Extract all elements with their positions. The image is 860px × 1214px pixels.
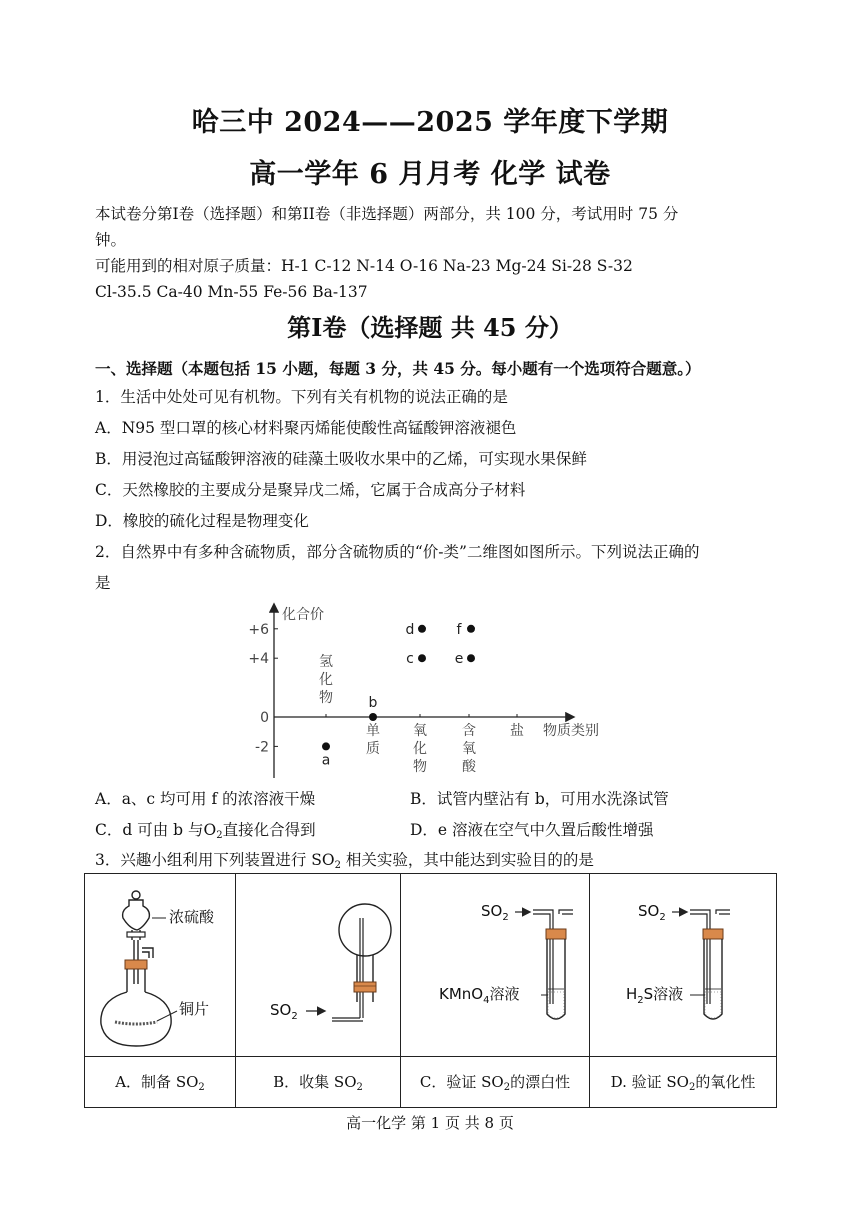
q2-option-b: B．试管内壁沾有 b，可用水洗涤试管 — [410, 790, 669, 808]
y-tick-label: 0 — [260, 710, 269, 726]
category-label-element: 单 — [366, 723, 380, 739]
q2-option-a: A．a、c 均可用 f 的浓溶液干燥 — [95, 790, 316, 808]
data-point-e — [467, 654, 475, 662]
q3-stem: 3．兴趣小组利用下列装置进行 $SO_2$ 相关实验，其中能达到实验目的的是 — [95, 851, 594, 871]
atomic-mass-line-1: 可能用到的相对原子质量：H-1 C-12 N-14 O-16 Na-23 Mg-24 Si-28 S-32 — [95, 257, 633, 275]
data-point-f — [467, 625, 475, 633]
valence-class-chart — [240, 600, 620, 785]
label-kmno4: KMnO$_4$溶液 — [439, 985, 520, 1006]
atomic-mass-line-2: Cl-35.5 Ca-40 Mn-55 Fe-56 Ba-137 — [95, 283, 368, 301]
q1-option-a: A．N95 型口罩的核心材料聚丙烯能使酸性高锰酸钾溶液褪色 — [95, 419, 517, 437]
q2-option-d: D．e 溶液在空气中久置后酸性增强 — [410, 821, 654, 839]
page-footer: 高一化学 第 1 页 共 8 页 — [346, 1114, 514, 1132]
point-label-e: e — [454, 651, 464, 668]
category-label-oxyacid: 含 — [462, 723, 476, 739]
category-label-oxide: 物 — [413, 759, 427, 775]
y-tick-label: +4 — [248, 651, 269, 668]
category-label-hydride: 物 — [319, 690, 333, 706]
data-point-d — [418, 625, 426, 633]
label-so2-c: $SO_2$ — [481, 902, 509, 923]
q2-stem-line-2: 是 — [95, 574, 111, 592]
data-point-b — [369, 713, 377, 721]
q1-option-d: D．橡胶的硫化过程是物理变化 — [95, 512, 309, 530]
label-so2-d: $SO_2$ — [638, 902, 666, 923]
y-axis-label: 化合价 — [282, 607, 324, 623]
point-label-a: a — [321, 752, 331, 769]
category-label-oxide: 氧 — [413, 723, 427, 739]
kmno4-test-tube-figure — [401, 874, 589, 1052]
h2s-test-tube-figure — [590, 874, 776, 1052]
label-copper-sheet: 铜片 — [179, 1000, 210, 1018]
section-instruction: 一、选择题（本题包括 15 小题，每题 3 分，共 45 分。每小题有一个选项符合题意。） — [95, 359, 701, 378]
category-label-salt: 盐 — [510, 723, 524, 739]
intro-line-1: 本试卷分第I卷（选择题）和第II卷（非选择题）两部分，共 100 分，考试用时 75 分 — [95, 205, 679, 223]
exam-title: 哈三中 2024——2025 学年度下学期 — [191, 107, 669, 138]
q3-option-a: A．制备 $SO_2$ — [85, 1057, 236, 1108]
apparatus-table — [84, 873, 777, 1108]
section-title: 第I卷（选择题 共 45 分） — [287, 313, 573, 342]
apparatus-b-cell — [236, 874, 401, 1057]
point-label-f: f — [456, 621, 462, 638]
apparatus-d-cell — [590, 874, 777, 1057]
data-point-c — [418, 654, 426, 662]
q3-option-d: D. 验证 $SO_2$的氧化性 — [590, 1057, 777, 1108]
data-points — [322, 622, 475, 769]
label-conc-sulfuric-acid: 浓硫酸 — [169, 908, 215, 926]
q1-option-b: B．用浸泡过高锰酸钾溶液的硅藻土吸收水果中的乙烯，可实现水果保鲜 — [95, 450, 587, 468]
flask-apparatus-figure — [85, 874, 235, 1052]
category-labels — [319, 654, 524, 775]
y-tick-label: +6 — [248, 621, 269, 638]
q3-option-c: C．验证 $SO_2$的漂白性 — [401, 1057, 590, 1108]
apparatus-a-cell — [85, 874, 236, 1057]
y-tick-label: -2 — [255, 739, 269, 756]
category-label-hydride: 氢 — [319, 654, 333, 670]
q1-stem: 1．生活中处处可见有机物。下列有关有机物的说法正确的是 — [95, 388, 508, 406]
intro-line-2: 钟。 — [95, 231, 127, 249]
apparatus-c-cell — [401, 874, 590, 1057]
q2-option-c: C．d 可由 b 与$O_2$直接化合得到 — [95, 821, 316, 841]
point-label-b: b — [368, 695, 378, 711]
point-label-c: c — [406, 651, 414, 668]
category-label-oxide: 化 — [413, 741, 427, 757]
data-point-a — [322, 742, 330, 750]
label-h2s: $H_2S$溶液 — [626, 985, 684, 1006]
x-axis-label: 物质类别 — [543, 723, 599, 739]
category-label-element: 质 — [366, 741, 380, 757]
point-label-d: d — [405, 621, 415, 638]
inverted-flask-figure — [236, 874, 400, 1052]
q3-option-b: B．收集 $SO_2$ — [236, 1057, 401, 1108]
q1-option-c: C．天然橡胶的主要成分是聚异戊二烯，它属于合成高分子材料 — [95, 481, 526, 499]
category-label-oxyacid: 氧 — [462, 741, 476, 757]
category-label-hydride: 化 — [319, 672, 333, 688]
q2-stem-line-1: 2．自然界中有多种含硫物质，部分含硫物质的“价-类”二维图如图所示。下列说法正确的 — [95, 543, 700, 561]
category-label-oxyacid: 酸 — [462, 759, 476, 775]
exam-subtitle: 高一学年 6 月月考 化学 试卷 — [249, 159, 611, 190]
label-so2-inlet: $SO_2$ — [270, 1001, 298, 1022]
